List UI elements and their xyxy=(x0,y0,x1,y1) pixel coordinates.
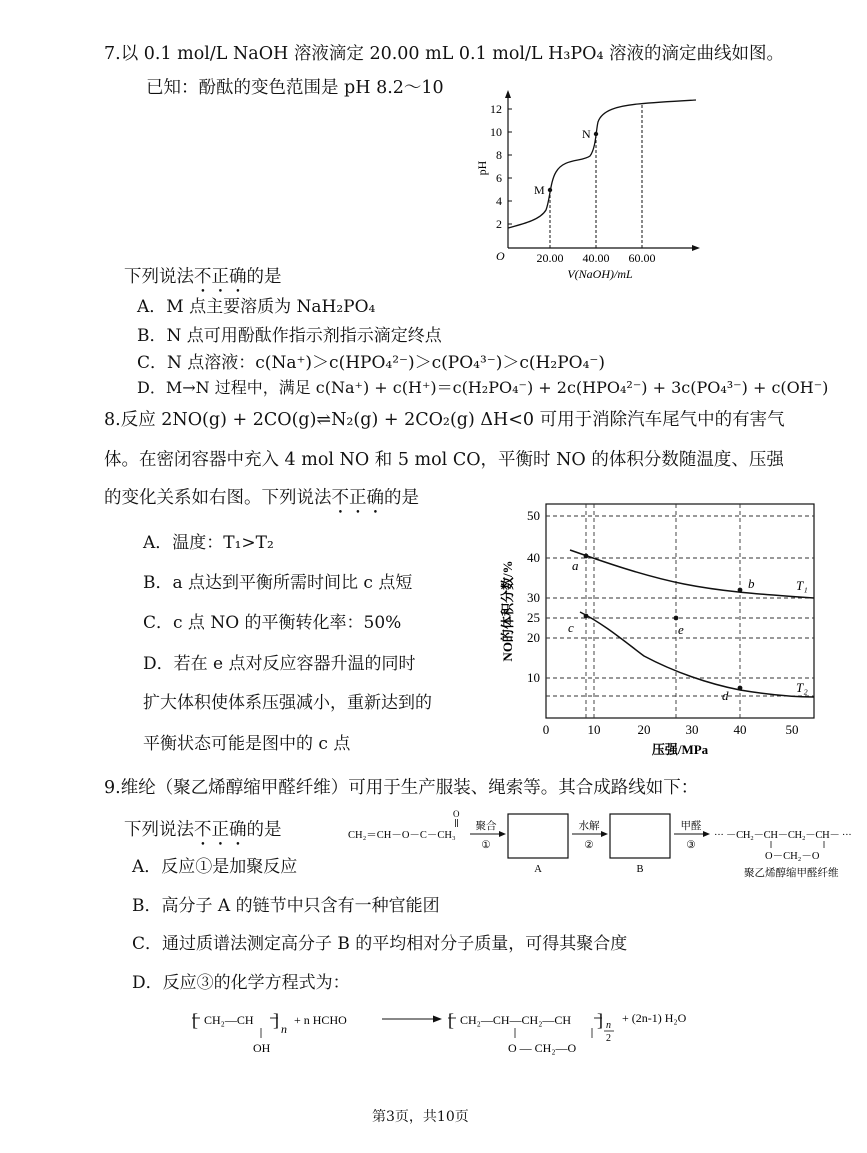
q9-option-d: D．反应③的化学方程式为： xyxy=(132,973,350,993)
tick-label: 40 xyxy=(733,722,747,737)
q7-option-d: D．M→N 过程中，满足 c(Na⁺) + c(H⁺)＝c(H₂PO₄⁻) + 2c(HPO₄²⁻) + 3c(PO₄³⁻) + c(OH⁻) xyxy=(137,378,829,397)
q7-option-a: A．M 点主要溶质为 NaH₂PO₄ xyxy=(137,297,376,317)
q8-line2: 体。在密闭容器中充入 4 mol NO 和 5 mol CO，平衡时 NO 的体积分数随温度、压强 xyxy=(104,450,784,470)
q8-option-a: A．温度：T₁>T₂ xyxy=(143,533,274,553)
point-label: N xyxy=(582,127,591,141)
point-label: e xyxy=(678,622,684,637)
subscript-n: n xyxy=(606,1020,611,1031)
q9-prompt xyxy=(124,816,282,850)
tick-label: 0 xyxy=(542,722,550,737)
titration-curve xyxy=(508,100,696,228)
q8-line1: 8.反应 2NO(g) + 2CO(g)⇌N₂(g) + 2CO₂(g) ΔH<0 可用于消除汽车尾气中的有害气 xyxy=(104,410,785,430)
eq-x-label: 压强/MPa xyxy=(651,742,709,757)
hydroxyl-group: OH xyxy=(253,1041,271,1055)
tick-label: 25 xyxy=(527,610,540,625)
left-monomer: CH₂—CH xyxy=(204,1013,254,1027)
prompt-text: 的是 xyxy=(246,267,282,287)
point-label: c xyxy=(568,620,574,635)
prompt-text: 的是 xyxy=(384,488,419,508)
point-n xyxy=(594,132,598,136)
t1-curve xyxy=(570,550,814,598)
step-label: 水解 xyxy=(578,821,600,832)
tick-label: 20 xyxy=(527,630,540,645)
bracket-open: [ xyxy=(448,1010,454,1030)
tick-label: 2 xyxy=(496,217,502,231)
eq-y-label: NO的体积分数/% xyxy=(500,560,515,662)
origin-label: O xyxy=(496,249,505,263)
curve-label: T₂ xyxy=(796,680,808,695)
q9-option-a: A．反应①是加聚反应 xyxy=(132,857,298,877)
tick-label: 10 xyxy=(490,125,502,139)
q7-stem: 7.以 0.1 mol/L NaOH 溶液滴定 20.00 mL 0.1 mol/L H₃PO₄ 溶液的滴定曲线如图。 xyxy=(104,44,785,64)
step-number: ③ xyxy=(686,840,696,851)
step-number: ① xyxy=(481,840,491,851)
product-formula: ··· －CH₂－CH－CH₂－CH－ ··· xyxy=(714,830,852,841)
tick-label: 60.00 xyxy=(628,251,656,265)
point-label: d xyxy=(722,688,729,703)
point-label: a xyxy=(572,558,579,573)
emphasis-text: 不正确 xyxy=(194,267,247,287)
reactant-formula: CH₂＝CH－O－C－CH₃ xyxy=(348,830,456,841)
synthesis-scheme xyxy=(346,808,858,882)
step-label: 聚合 xyxy=(475,821,497,832)
point-label: M xyxy=(534,183,545,197)
tick-label: 10 xyxy=(527,670,540,685)
bracket-open: [ xyxy=(192,1010,198,1030)
product-bridge: O－CH₂－O xyxy=(765,851,820,862)
step-number: ② xyxy=(584,840,594,851)
emphasis-text: 不正确 xyxy=(331,488,384,508)
titration-chart xyxy=(475,90,703,285)
prompt-text: 下列说法 xyxy=(124,267,194,287)
equilibrium-chart xyxy=(494,496,824,760)
box-label: B xyxy=(636,864,644,875)
water-product: + (2n-1) H₂O xyxy=(622,1011,687,1025)
box-label: A xyxy=(534,864,542,875)
titration-y-ticks xyxy=(490,102,502,231)
point-c xyxy=(584,614,589,619)
tick-label: 20 xyxy=(637,722,651,737)
q9-option-c: C．通过质谱法测定高分子 B 的平均相对分子质量，可得其聚合度 xyxy=(132,934,628,954)
subscript-n: n xyxy=(281,1022,287,1036)
tick-label: 30 xyxy=(527,590,540,605)
q7-option-b: B．N 点可用酚酞作指示剂指示滴定终点 xyxy=(137,326,442,346)
box-b xyxy=(610,814,670,858)
bracket-close: ] xyxy=(273,1010,279,1030)
point-e xyxy=(674,616,679,621)
q9-option-b: B．高分子 A 的链节中只含有一种官能团 xyxy=(132,896,440,916)
tick-label: 12 xyxy=(490,102,502,116)
subscript-two: 2 xyxy=(606,1033,611,1044)
q7-option-c: C．N 点溶液：c(Na⁺)＞c(HPO₄²⁻)＞c(PO₄³⁻)＞c(H₂PO₄⁻) xyxy=(137,353,605,373)
q8-option-c: C．c 点 NO 的平衡转化率：50% xyxy=(143,613,402,633)
q8-option-d-cont: 扩大体积使体系压强减小，重新达到的 xyxy=(143,693,432,713)
tick-label: 10 xyxy=(587,722,601,737)
tick-label: 4 xyxy=(496,194,502,208)
q8-option-b: B．a 点达到平衡所需时间比 c 点短 xyxy=(143,573,413,593)
titration-y-label: pH xyxy=(475,160,489,176)
q8-option-d-cont: 平衡状态可能是图中的 c 点 xyxy=(143,734,351,754)
q9-stem: 9.维纶（聚乙烯醇缩甲醛纤维）可用于生产服装、绳索等。其合成路线如下： xyxy=(104,778,699,798)
prompt-text: 的是 xyxy=(246,820,282,840)
prompt-text: 的变化关系如右图。下列说法 xyxy=(104,488,332,508)
q8-line3 xyxy=(104,484,419,518)
tick-label: 50 xyxy=(527,508,540,523)
reaction-equation xyxy=(190,1000,750,1064)
prompt-text: 下列说法 xyxy=(124,820,194,840)
t2-curve xyxy=(580,612,814,697)
tick-label: 20.00 xyxy=(536,251,564,265)
emphasis-text: 不正确 xyxy=(194,820,247,840)
bracket-close: ] xyxy=(597,1010,603,1030)
q7-known: 已知：酚酞的变色范围是 pH 8.2～10 xyxy=(146,78,444,98)
titration-x-label: V(NaOH)/mL xyxy=(567,267,633,281)
curve-label: T₁ xyxy=(796,578,808,593)
point-m xyxy=(548,188,552,192)
point-label: b xyxy=(748,576,755,591)
tick-label: 40 xyxy=(527,550,540,565)
tick-label: 40.00 xyxy=(582,251,610,265)
step-label: 甲醛 xyxy=(680,821,702,832)
tick-label: 6 xyxy=(496,171,502,185)
product-chain: －CH₂－CH－CH₂－CH－ xyxy=(725,830,840,841)
tick-label: 30 xyxy=(685,722,699,737)
point-d xyxy=(738,686,743,691)
carbonyl-o: O xyxy=(453,809,460,819)
product-name: 聚乙烯醇缩甲醛纤维 xyxy=(744,868,839,879)
tick-label: 50 xyxy=(785,722,799,737)
box-a xyxy=(508,814,568,858)
q8-option-d: D．若在 e 点对反应容器升温的同时 xyxy=(143,654,416,674)
right-monomer: CH₂—CH—CH₂—CH xyxy=(460,1013,572,1027)
point-a xyxy=(584,554,589,559)
reagent-hcho: + n HCHO xyxy=(294,1013,347,1027)
page-footer: 第3页，共10页 xyxy=(372,1109,469,1125)
right-bridge: O — CH₂—O xyxy=(508,1041,577,1055)
tick-label: 8 xyxy=(496,148,502,162)
point-b xyxy=(738,588,743,593)
